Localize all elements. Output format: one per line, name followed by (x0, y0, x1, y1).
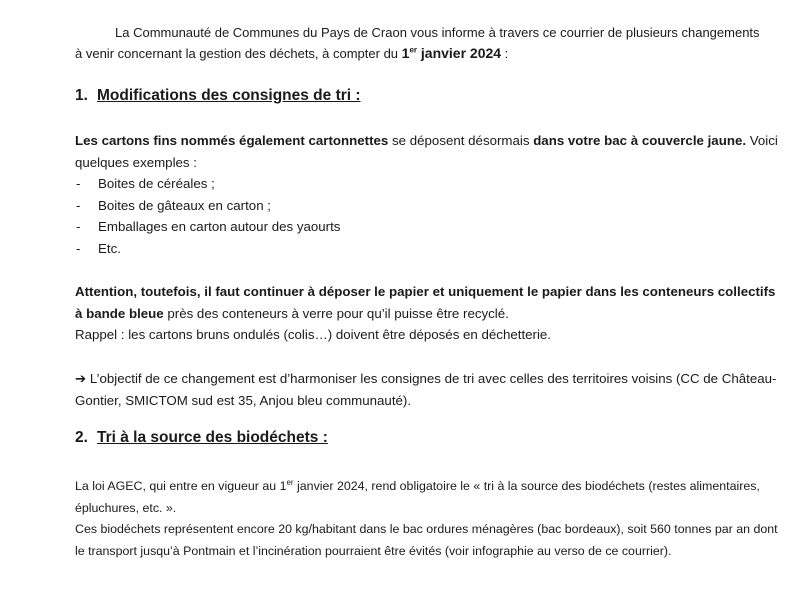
intro-line-2: à venir concernant la gestion des déchets, à compter du 1er janvier 2024 : (75, 45, 509, 61)
intro-paragraph (75, 22, 785, 64)
arrow-right-icon: ➔ (75, 371, 87, 386)
list-item: - Emballages en carton autour des yaourts (75, 216, 785, 238)
section-1-paragraph-1: Les cartons fins nommés également cartonnettes se déposent désormais dans votre bac à couvercle jaune. Voici quelques exemples : (75, 133, 778, 170)
section-2-body (75, 476, 785, 562)
examples-list (75, 173, 785, 259)
section-1-objective (75, 368, 785, 411)
section-2-heading: 2. Tri à la source des biodéchets : (75, 429, 328, 446)
section-2-paragraph-1: La loi AGEC, qui entre en vigueur au 1er janvier 2024, rend obligatoire le « tri à la source des biodéchets (restes alimentaires, épluchures, etc. ». (75, 477, 760, 515)
section-1-paragraph-2: Attention, toutefois, il faut continuer à déposer le papier et uniquement le papier dans les conteneurs collectifs à bande bleue près des conteneurs à verre pour qu’il puisse être recyclé. (75, 284, 776, 321)
list-item: - Etc. (75, 238, 785, 260)
intro-line-1: La Communauté de Communes du Pays de Craon vous informe à travers ce courrier de plusieurs changements (115, 25, 760, 40)
section-1-reminder: Rappel : les cartons bruns ondulés (colis…) doivent être déposés en déchetterie. (75, 327, 552, 342)
objective-paragraph: ➔ L’objectif de ce changement est d’harmoniser les consignes de tri avec celles des territoires voisins (CC de Château-Gontier, SMICTOM sud est 35, Anjou bleu communauté). (75, 371, 777, 408)
list-item: - Boites de céréales ; (75, 173, 785, 195)
section-1-heading: 1. Modifications des consignes de tri : (75, 87, 361, 104)
list-item: - Boites de gâteaux en carton ; (75, 195, 785, 217)
effective-date: 1er janvier 2024 (401, 45, 502, 61)
section-1-warning (75, 281, 785, 346)
section-1-body (75, 130, 785, 259)
section-2-paragraph-2: Ces biodéchets représentent encore 20 kg/habitant dans le bac ordures ménagères (bac bordeaux), soit 560 tonnes par an dont le transport jusqu’à Pontmain et l’incinération pourraient être évités (voir infographie au verso de ce courrier). (75, 522, 778, 558)
